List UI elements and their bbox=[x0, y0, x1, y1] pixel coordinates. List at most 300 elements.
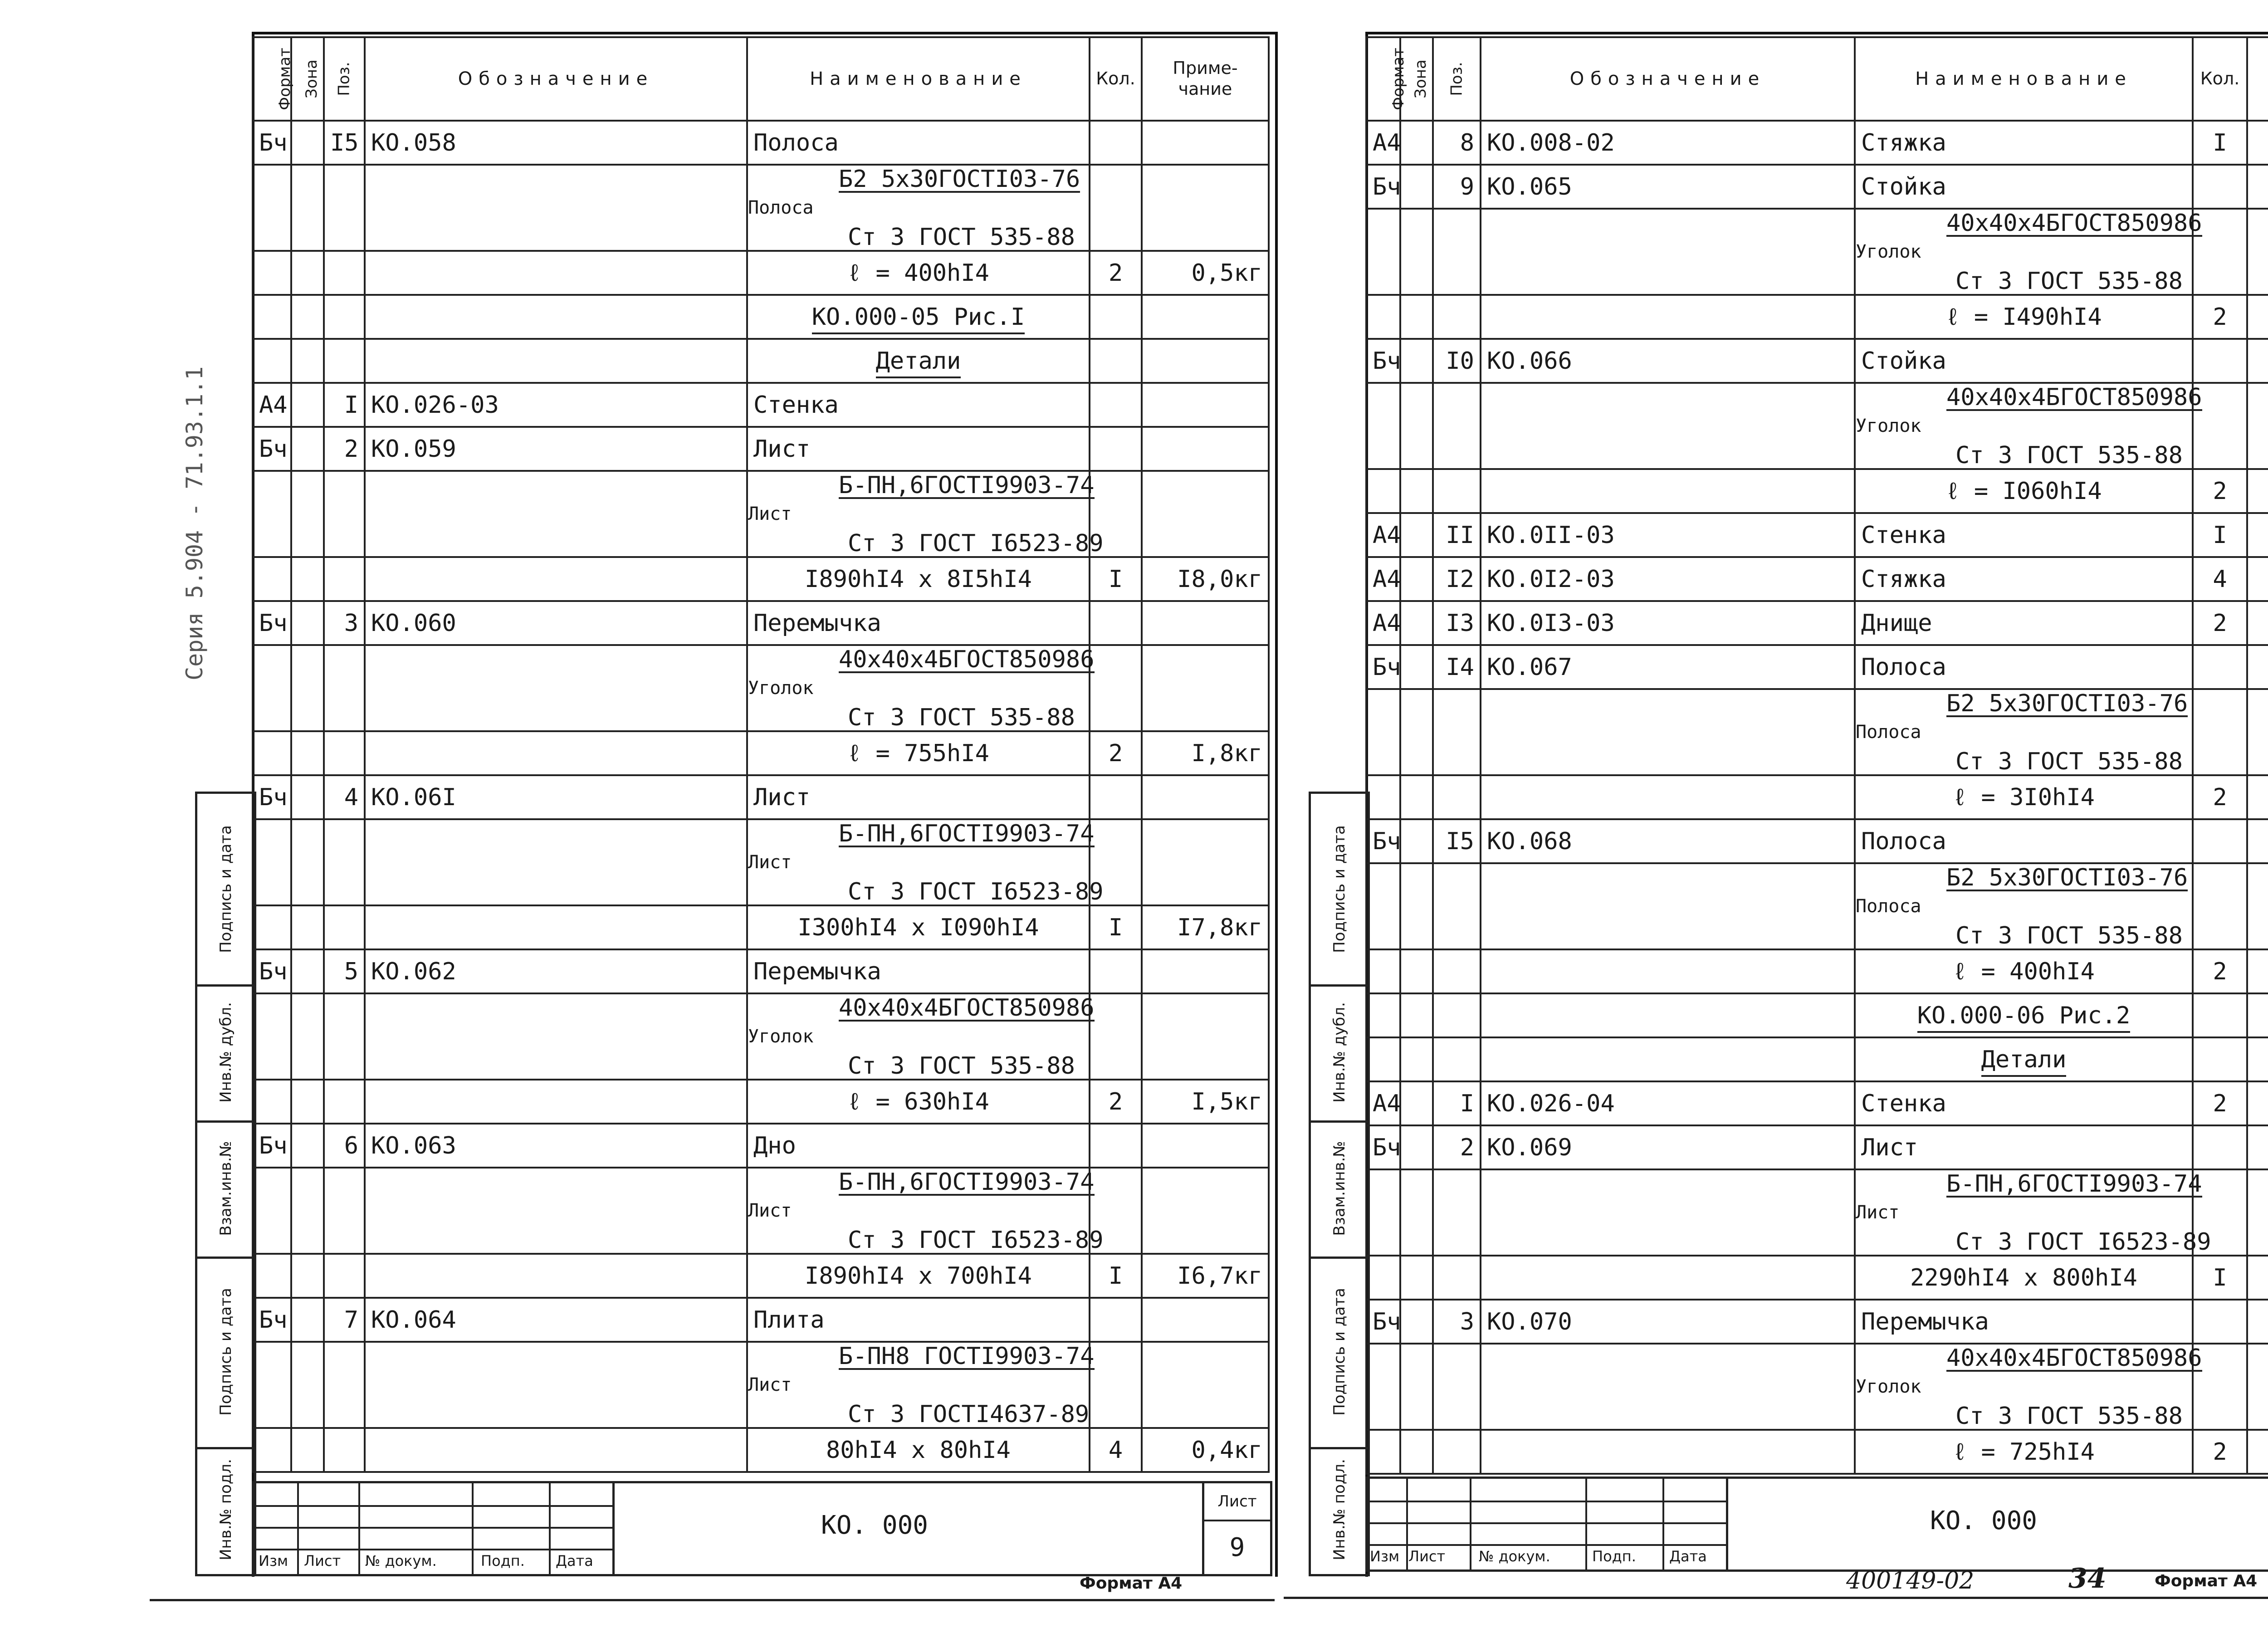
cell-zone bbox=[291, 557, 324, 601]
table-row bbox=[253, 1298, 1269, 1342]
name-text: ℓ = 630hI4 bbox=[847, 1088, 989, 1115]
cell-qty: 2 bbox=[2193, 1430, 2247, 1474]
cell-name bbox=[1855, 295, 2193, 339]
cell-zone bbox=[1400, 1430, 1433, 1474]
cell-pos bbox=[1433, 949, 1481, 993]
name-text: I890hI4 х 8I5hI4 bbox=[805, 565, 1032, 593]
cell-qty: 2 bbox=[2193, 469, 2247, 513]
cell-note bbox=[1142, 775, 1269, 819]
side-cell: Взам.инв.№ bbox=[197, 1120, 254, 1259]
cell-zone bbox=[291, 1428, 324, 1472]
cell-qty bbox=[1090, 949, 1142, 993]
material-prefix: Уголок bbox=[1856, 1376, 1921, 1397]
material-profile: Б2 5х30ГОСТI03-76 bbox=[1946, 864, 2188, 891]
cell-pos bbox=[1433, 1344, 1481, 1430]
cell-format bbox=[253, 295, 291, 339]
cell-format bbox=[253, 251, 291, 295]
cell-pos bbox=[1433, 469, 1481, 513]
table-row bbox=[1366, 469, 2268, 513]
cell-pos: I bbox=[1433, 1081, 1481, 1125]
cell-note bbox=[2247, 819, 2268, 863]
side-cell: Подпись и дата bbox=[197, 1257, 254, 1449]
cell-format: А4 bbox=[1366, 1081, 1400, 1125]
cell-note bbox=[2247, 1125, 2268, 1169]
col-zone: Зона bbox=[1400, 37, 1433, 121]
table-row bbox=[253, 601, 1269, 645]
cell-format bbox=[253, 731, 291, 775]
table-row bbox=[1366, 383, 2268, 469]
cell-zone bbox=[1400, 1300, 1433, 1344]
name-text: ℓ = 400hI4 bbox=[1953, 958, 2095, 985]
cell-zone bbox=[291, 339, 324, 383]
cell-pos bbox=[324, 645, 365, 731]
cell-pos bbox=[324, 251, 365, 295]
material-fraction bbox=[1856, 1345, 2202, 1430]
cell-note: I8,0кг bbox=[1142, 557, 1269, 601]
cell-qty: 4 bbox=[2193, 557, 2247, 601]
cell-pos bbox=[324, 1342, 365, 1428]
cell-note bbox=[2247, 1344, 2268, 1430]
table-row bbox=[1366, 339, 2268, 383]
right-bottom-rule bbox=[1284, 1597, 2268, 1599]
col-note: Приме-чание bbox=[1142, 37, 1269, 121]
cell-designation bbox=[1481, 1037, 1855, 1081]
material-fraction bbox=[1856, 864, 2192, 949]
cell-format bbox=[253, 557, 291, 601]
cell-note bbox=[2247, 209, 2268, 295]
material-prefix: Полоса bbox=[748, 197, 814, 218]
cell-pos bbox=[324, 1428, 365, 1472]
cell-zone bbox=[1400, 383, 1433, 469]
cell-note bbox=[2247, 689, 2268, 775]
col-pos: Поз. bbox=[324, 37, 365, 121]
cell-designation: КО.064 bbox=[365, 1298, 747, 1342]
sheet-number: 9 bbox=[1229, 1533, 1245, 1562]
material-fraction bbox=[748, 646, 1095, 731]
cell-note: I,5кг bbox=[1142, 1080, 1269, 1124]
cell-name bbox=[747, 471, 1104, 557]
table-row bbox=[253, 819, 1269, 905]
cell-zone bbox=[291, 427, 324, 471]
name-text: Стойка bbox=[1861, 173, 1946, 200]
left-side-strip bbox=[195, 792, 256, 1576]
material-profile: Б2 5х30ГОСТI03-76 bbox=[1946, 690, 2188, 717]
side-cell: Инв.№ дубл. bbox=[197, 984, 254, 1123]
cell-name bbox=[747, 645, 1095, 731]
col-pos: Поз. bbox=[1433, 37, 1481, 121]
table-row bbox=[253, 731, 1269, 775]
cell-designation bbox=[1481, 863, 1855, 949]
material-prefix: Лист bbox=[1856, 1202, 1900, 1223]
cell-note bbox=[2247, 601, 2268, 645]
side-cell: Подпись и дата bbox=[197, 794, 254, 987]
cell-name bbox=[747, 1080, 1090, 1124]
cell-note bbox=[1142, 1298, 1269, 1342]
cell-qty: I bbox=[2193, 121, 2247, 165]
material-profile: Б-ПН,6ГОСТI9903-74 bbox=[1946, 1170, 2202, 1198]
cell-name bbox=[1855, 469, 2193, 513]
side-cell: Инв.№ подл. bbox=[216, 1458, 235, 1560]
cell-format bbox=[1366, 209, 1400, 295]
cell-note bbox=[2247, 1300, 2268, 1344]
cell-qty bbox=[1090, 601, 1142, 645]
table-row bbox=[253, 949, 1269, 993]
material-fraction bbox=[748, 472, 1104, 557]
title-grid bbox=[254, 1483, 615, 1574]
col-designation: Обозначение bbox=[365, 37, 747, 121]
material-prefix: Уголок bbox=[1856, 241, 1921, 262]
cell-designation bbox=[365, 557, 747, 601]
table-row bbox=[253, 121, 1269, 165]
cell-qty: I bbox=[1090, 557, 1142, 601]
table-row bbox=[253, 557, 1269, 601]
name-text: Полоса bbox=[1861, 827, 1946, 855]
cell-pos: I2 bbox=[1433, 557, 1481, 601]
table-row bbox=[1366, 165, 2268, 209]
cell-format bbox=[1366, 993, 1400, 1037]
cell-zone bbox=[1400, 645, 1433, 689]
material-grade: Ст 3 ГОСТ 535-88 bbox=[1955, 442, 2183, 469]
col-qty: Кол. bbox=[1090, 37, 1142, 121]
name-text: I300hI4 х I090hI4 bbox=[797, 914, 1039, 941]
cell-note bbox=[2247, 1430, 2268, 1474]
cell-zone bbox=[291, 645, 324, 731]
col-qty: Кол. bbox=[2193, 37, 2247, 121]
name-text: Перемычка bbox=[753, 958, 881, 985]
name-text: Полоса bbox=[1861, 653, 1946, 681]
cell-pos: 3 bbox=[1433, 1300, 1481, 1344]
header-row bbox=[253, 37, 1269, 121]
material-grade: Ст 3 ГОСТ 535-88 bbox=[1955, 748, 2183, 775]
material-grade: Ст 3 ГОСТ I6523-89 bbox=[1955, 1228, 2211, 1256]
cell-name bbox=[1855, 1081, 2193, 1125]
cell-zone bbox=[1400, 1081, 1433, 1125]
cell-name bbox=[747, 165, 1090, 251]
cell-pos: 3 bbox=[324, 601, 365, 645]
cell-note: I6,7кг bbox=[1142, 1254, 1269, 1298]
material-grade: Ст 3 ГОСТ I6523-89 bbox=[848, 878, 1104, 905]
name-text: Стяжка bbox=[1861, 565, 1946, 593]
cell-pos bbox=[324, 1254, 365, 1298]
cell-qty bbox=[2193, 1300, 2247, 1344]
cell-zone bbox=[1400, 1344, 1433, 1430]
cell-zone bbox=[291, 1298, 324, 1342]
cell-designation bbox=[1481, 689, 1855, 775]
cell-qty: 2 bbox=[1090, 1080, 1142, 1124]
left-bottom-rule bbox=[150, 1599, 1275, 1601]
table-row bbox=[1366, 121, 2268, 165]
material-grade: Ст 3 ГОСТ 535-88 bbox=[848, 1052, 1075, 1080]
left-format-label: Формат А4 bbox=[1080, 1574, 1183, 1593]
material-prefix: Уголок bbox=[1856, 416, 1921, 436]
doc-code: КО. 000 bbox=[821, 1511, 929, 1540]
table-row bbox=[253, 905, 1269, 949]
cell-designation: КО.026-03 bbox=[365, 383, 747, 427]
material-grade: Ст 3 ГОСТ 535-88 bbox=[1955, 922, 2183, 949]
cell-designation bbox=[365, 645, 747, 731]
cell-format: Бч bbox=[253, 1298, 291, 1342]
cell-name bbox=[1855, 165, 2193, 209]
cell-format: Бч bbox=[253, 427, 291, 471]
cell-format bbox=[1366, 1344, 1400, 1430]
cell-qty: 2 bbox=[2193, 775, 2247, 819]
cell-note bbox=[1142, 339, 1269, 383]
cell-qty: I bbox=[2193, 513, 2247, 557]
cell-qty bbox=[2193, 1125, 2247, 1169]
cell-note: I7,8кг bbox=[1142, 905, 1269, 949]
cell-pos: 2 bbox=[1433, 1125, 1481, 1169]
cell-name bbox=[1855, 209, 2202, 295]
material-fraction bbox=[748, 820, 1104, 905]
col-note bbox=[2247, 37, 2268, 121]
material-grade: Ст 3 ГОСТI4637-89 bbox=[848, 1401, 1090, 1428]
cell-pos bbox=[1433, 1169, 1481, 1256]
cell-zone bbox=[1400, 1256, 1433, 1300]
cell-pos: 2 bbox=[324, 427, 365, 471]
cell-note bbox=[1142, 1168, 1269, 1254]
sheet-label: Лист bbox=[1204, 1483, 1270, 1521]
table-row bbox=[1366, 1256, 2268, 1300]
table-row bbox=[1366, 557, 2268, 601]
material-profile: 40х40х4БГОСТ850986 bbox=[1946, 384, 2202, 411]
cell-designation: КО.0I2-03 bbox=[1481, 557, 1855, 601]
cell-designation: КО.0II-03 bbox=[1481, 513, 1855, 557]
table-row bbox=[253, 383, 1269, 427]
cell-name bbox=[1855, 1300, 2193, 1344]
cell-zone bbox=[1400, 775, 1433, 819]
cell-designation bbox=[1481, 469, 1855, 513]
cell-format: А4 bbox=[1366, 121, 1400, 165]
cell-format bbox=[1366, 689, 1400, 775]
cell-name bbox=[1855, 601, 2193, 645]
cell-format: Бч bbox=[253, 121, 291, 165]
cell-designation bbox=[365, 295, 747, 339]
cell-zone bbox=[291, 993, 324, 1080]
table-row bbox=[1366, 775, 2268, 819]
cell-qty bbox=[2193, 689, 2247, 775]
cell-name bbox=[747, 905, 1090, 949]
cell-name bbox=[1855, 513, 2193, 557]
cell-pos: I bbox=[324, 383, 365, 427]
cell-note bbox=[1142, 471, 1269, 557]
cell-pos bbox=[324, 1168, 365, 1254]
cell-zone bbox=[291, 1124, 324, 1168]
cell-qty bbox=[1090, 165, 1142, 251]
cell-note bbox=[1142, 1124, 1269, 1168]
cell-designation bbox=[365, 819, 747, 905]
cell-zone bbox=[1400, 949, 1433, 993]
cell-designation bbox=[365, 993, 747, 1080]
cell-pos bbox=[1433, 1256, 1481, 1300]
cell-name bbox=[1855, 819, 2193, 863]
cell-name bbox=[1855, 121, 2193, 165]
cell-zone bbox=[291, 471, 324, 557]
cell-designation bbox=[1481, 295, 1855, 339]
cell-pos bbox=[1433, 209, 1481, 295]
cell-name bbox=[747, 819, 1104, 905]
cell-designation bbox=[365, 731, 747, 775]
cell-format bbox=[253, 1254, 291, 1298]
cell-format: Бч bbox=[1366, 819, 1400, 863]
cell-name bbox=[1855, 557, 2193, 601]
title-grid bbox=[1368, 1479, 1728, 1569]
cell-note bbox=[2247, 1081, 2268, 1125]
cell-zone bbox=[1400, 165, 1433, 209]
side-cell: Взам.инв.№ bbox=[1311, 1120, 1368, 1259]
cell-pos bbox=[324, 471, 365, 557]
cell-qty: 4 bbox=[1090, 1428, 1142, 1472]
material-prefix: Полоса bbox=[1856, 722, 1921, 743]
cell-pos: I3 bbox=[1433, 601, 1481, 645]
cell-format bbox=[253, 1168, 291, 1254]
side-cell: Подпись и дата bbox=[1311, 1257, 1368, 1449]
cell-note bbox=[2247, 645, 2268, 689]
cell-qty bbox=[1090, 993, 1142, 1080]
name-text: ℓ = I490hI4 bbox=[1945, 303, 2102, 331]
col-zone: Зона bbox=[291, 37, 324, 121]
cell-pos bbox=[1433, 775, 1481, 819]
cell-pos bbox=[324, 557, 365, 601]
table-row bbox=[1366, 689, 2268, 775]
name-text: ℓ = 400hI4 bbox=[847, 259, 989, 287]
table-row bbox=[1366, 949, 2268, 993]
cell-format bbox=[253, 645, 291, 731]
cell-qty bbox=[2193, 1037, 2247, 1081]
cell-designation: КО.060 bbox=[365, 601, 747, 645]
name-text: Дно bbox=[753, 1132, 796, 1159]
cell-note bbox=[2247, 1169, 2268, 1256]
cell-zone bbox=[291, 165, 324, 251]
cell-note bbox=[2247, 993, 2268, 1037]
cell-pos bbox=[1433, 1037, 1481, 1081]
cell-name bbox=[1855, 1125, 2193, 1169]
cell-pos bbox=[324, 819, 365, 905]
cell-name bbox=[1855, 1430, 2193, 1474]
table-row bbox=[1366, 863, 2268, 949]
cell-name bbox=[747, 601, 1090, 645]
cell-qty bbox=[1090, 1124, 1142, 1168]
material-profile: 40х40х4БГОСТ850986 bbox=[839, 994, 1095, 1022]
cell-zone bbox=[1400, 1169, 1433, 1256]
cell-zone bbox=[1400, 295, 1433, 339]
table-row bbox=[1366, 1081, 2268, 1125]
cell-designation bbox=[1481, 1169, 1855, 1256]
cell-name bbox=[1855, 1169, 2211, 1256]
cell-format: Бч bbox=[253, 1124, 291, 1168]
name-text: КО.000-06 Рис.2 bbox=[1917, 1002, 2131, 1033]
cell-format: Бч bbox=[253, 601, 291, 645]
name-text: ℓ = I060hI4 bbox=[1945, 477, 2102, 505]
material-prefix: Лист bbox=[748, 852, 792, 873]
cell-zone bbox=[1400, 819, 1433, 863]
cell-qty bbox=[1090, 1342, 1142, 1428]
cell-format bbox=[1366, 1169, 1400, 1256]
material-fraction bbox=[1856, 384, 2202, 469]
cell-pos: 8 bbox=[1433, 121, 1481, 165]
cell-pos: II bbox=[1433, 513, 1481, 557]
cell-designation: КО.0I3-03 bbox=[1481, 601, 1855, 645]
material-prefix: Полоса bbox=[1856, 896, 1921, 917]
cell-pos bbox=[1433, 383, 1481, 469]
cell-qty bbox=[1090, 383, 1142, 427]
cell-format: Бч bbox=[253, 775, 291, 819]
col-format: Формат bbox=[1366, 37, 1400, 121]
cell-zone bbox=[291, 295, 324, 339]
cell-note: I,8кг bbox=[1142, 731, 1269, 775]
cell-designation: КО.066 bbox=[1481, 339, 1855, 383]
cell-name bbox=[1855, 863, 2193, 949]
cell-qty: I bbox=[1090, 905, 1142, 949]
cell-format bbox=[1366, 775, 1400, 819]
material-profile: Б-ПН8 ГОСТI9903-74 bbox=[839, 1343, 1095, 1370]
cell-name bbox=[1855, 339, 2193, 383]
cell-name bbox=[747, 1168, 1104, 1254]
cell-name bbox=[747, 427, 1090, 471]
cell-format bbox=[253, 905, 291, 949]
cell-name bbox=[747, 775, 1090, 819]
cell-note bbox=[2247, 513, 2268, 557]
material-fraction bbox=[748, 166, 1089, 250]
cell-format bbox=[253, 471, 291, 557]
cell-designation: КО.068 bbox=[1481, 819, 1855, 863]
cell-note bbox=[1142, 949, 1269, 993]
cell-qty bbox=[1090, 645, 1142, 731]
sheet-cell bbox=[1202, 1483, 1270, 1574]
cell-qty bbox=[1090, 1298, 1142, 1342]
side-cell: Инв.№ подл. bbox=[1330, 1458, 1349, 1560]
cell-pos bbox=[324, 905, 365, 949]
cell-zone bbox=[291, 1080, 324, 1124]
cell-designation: КО.026-04 bbox=[1481, 1081, 1855, 1125]
name-text: Лист bbox=[753, 435, 811, 463]
cell-name bbox=[1855, 1037, 2193, 1081]
cell-pos: I5 bbox=[1433, 819, 1481, 863]
table-row bbox=[1366, 1300, 2268, 1344]
cell-name bbox=[747, 121, 1090, 165]
cell-pos: I5 bbox=[324, 121, 365, 165]
name-text: ℓ = 755hI4 bbox=[847, 739, 989, 767]
cell-format bbox=[253, 165, 291, 251]
name-text: Полоса bbox=[753, 129, 839, 156]
cell-zone bbox=[1400, 1125, 1433, 1169]
table-row bbox=[1366, 513, 2268, 557]
material-grade: Ст 3 ГОСТ 535-88 bbox=[848, 704, 1075, 731]
cell-zone bbox=[1400, 557, 1433, 601]
cell-designation bbox=[1481, 1344, 1855, 1430]
cell-pos bbox=[324, 339, 365, 383]
cell-name bbox=[1855, 689, 2193, 775]
cell-designation bbox=[365, 1342, 747, 1428]
cell-qty bbox=[2193, 993, 2247, 1037]
cell-designation bbox=[365, 251, 747, 295]
cell-note bbox=[1142, 165, 1269, 251]
cell-name bbox=[747, 557, 1090, 601]
cell-format: Бч bbox=[1366, 1125, 1400, 1169]
cell-qty bbox=[2193, 339, 2247, 383]
name-text: 2290hI4 х 800hI4 bbox=[1910, 1264, 2137, 1291]
cell-qty: 2 bbox=[1090, 251, 1142, 295]
name-text: Стенка bbox=[1861, 1090, 1946, 1117]
table-row bbox=[1366, 209, 2268, 295]
cell-format bbox=[253, 1080, 291, 1124]
material-prefix: Лист bbox=[748, 1200, 792, 1221]
cell-zone bbox=[1400, 339, 1433, 383]
cell-format bbox=[253, 1342, 291, 1428]
table-row bbox=[253, 775, 1269, 819]
cell-note bbox=[2247, 469, 2268, 513]
table-row bbox=[1366, 1344, 2268, 1430]
table-row bbox=[253, 1254, 1269, 1298]
